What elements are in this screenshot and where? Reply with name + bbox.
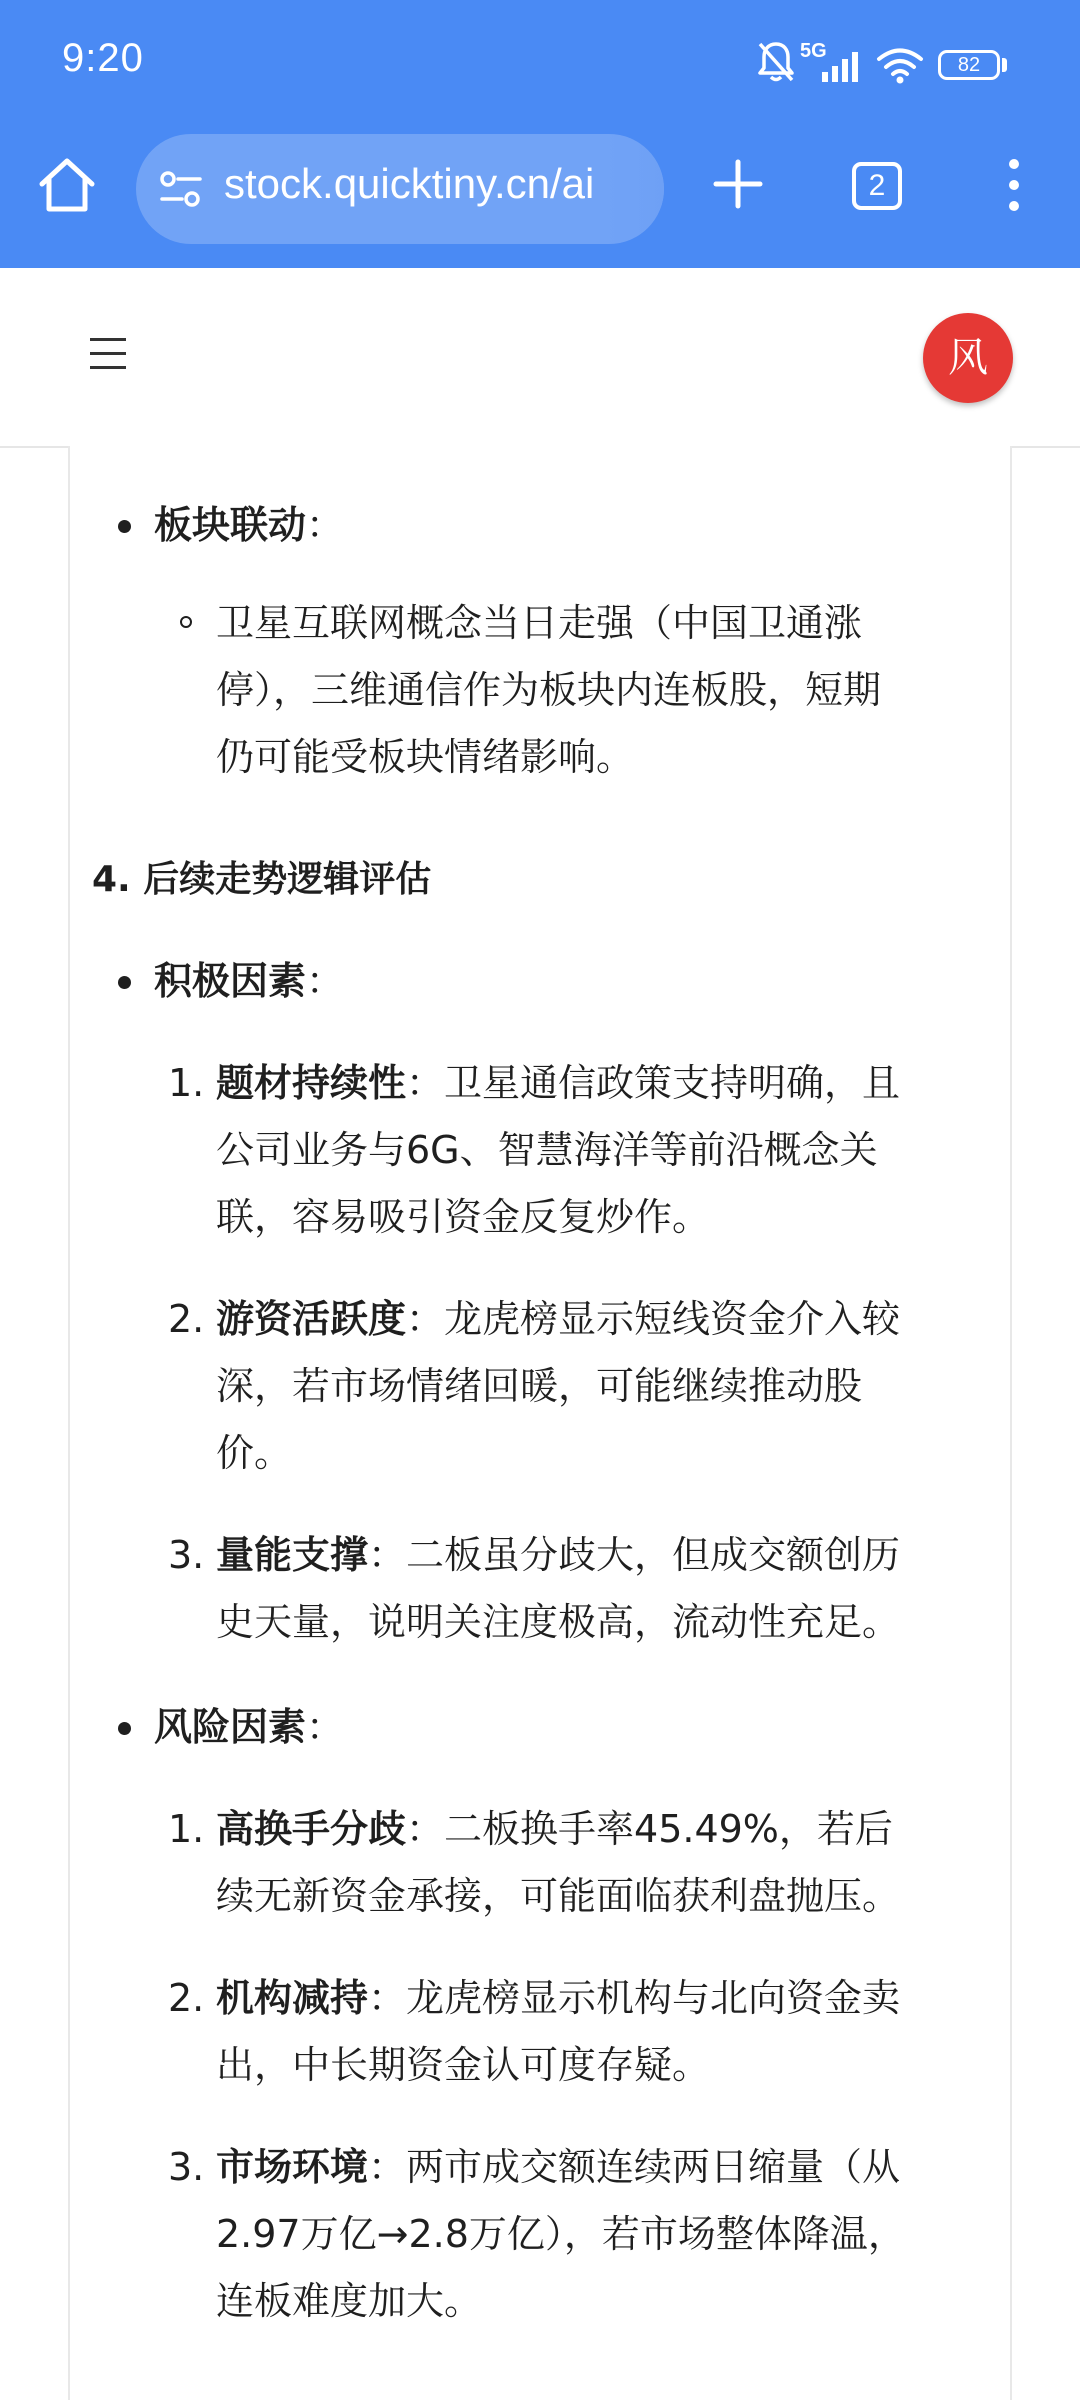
wifi-icon — [876, 46, 924, 84]
sector-colon: ： — [306, 503, 345, 547]
item-text: ：卫星通信政策支持明确，且 — [406, 1061, 901, 1105]
item-number: 1. — [168, 1807, 205, 1851]
bell-muted-icon — [756, 40, 796, 84]
item-text: 连板难度加大。 — [216, 2279, 483, 2323]
home-icon[interactable] — [34, 152, 100, 218]
item-text: ：二板换手率45.49%，若后 — [406, 1807, 893, 1851]
item-text: 2.97万亿→2.8万亿），若市场整体降温， — [216, 2212, 906, 2256]
status-time: 9:20 — [62, 36, 144, 80]
item-number: 3. — [168, 1533, 205, 1577]
item-text: 续无新资金承接，可能面临获利盘抛压。 — [216, 1874, 901, 1918]
network-type: 5G — [800, 40, 827, 62]
article-content — [68, 446, 1012, 2400]
item-title: 游资活跃度 — [216, 1297, 407, 1341]
item-title: 高换手分歧 — [216, 1807, 407, 1851]
sector-sub-line: 仍可能受板块情绪影响。 — [216, 735, 635, 779]
item-text: 出，中长期资金认可度存疑。 — [216, 2043, 711, 2087]
item-title: 题材持续性 — [216, 1061, 407, 1105]
browser-toolbar — [0, 130, 1080, 268]
battery-icon: 82 — [938, 50, 1000, 80]
risk-label: 风险因素 — [154, 1705, 307, 1749]
plus-icon[interactable] — [706, 152, 770, 216]
item-number: 1. — [168, 1061, 205, 1105]
sector-sub-line: 卫星互联网概念当日走强（中国卫通涨 — [216, 601, 863, 645]
item-text: 史天量，说明关注度极高，流动性充足。 — [216, 1600, 901, 1644]
item-number: 3. — [168, 2145, 205, 2189]
item-title: 量能支撑 — [216, 1533, 369, 1577]
item-text: 公司业务与6G、智慧海洋等前沿概念关 — [216, 1128, 878, 1172]
list-item-risk — [154, 1694, 344, 1761]
risk-colon: ： — [306, 1705, 345, 1749]
site-settings-icon[interactable] — [156, 164, 206, 214]
site-header — [0, 268, 1080, 448]
url-fade — [604, 134, 664, 244]
address-bar[interactable] — [136, 134, 664, 244]
numbered-item — [216, 1522, 900, 1589]
item-number: 2. — [168, 1976, 205, 2020]
more-vert-icon[interactable] — [996, 152, 1032, 218]
numbered-item — [216, 1965, 900, 2032]
sector-label: 板块联动 — [154, 503, 307, 547]
avatar[interactable]: 风 — [923, 313, 1013, 403]
numbered-item — [216, 1286, 900, 1353]
url-text[interactable]: stock.quicktiny.cn/ai — [224, 160, 595, 207]
positive-label: 积极因素 — [154, 959, 307, 1003]
list-item-sector — [154, 492, 344, 559]
item-title: 市场环境 — [216, 2145, 369, 2189]
item-text: 价。 — [216, 1431, 293, 1475]
item-text: 联，容易吸引资金反复炒作。 — [216, 1195, 711, 1239]
item-number: 2. — [168, 1297, 205, 1341]
tabs-icon[interactable]: 2 — [852, 162, 902, 210]
section-heading: 4. 后续走势逻辑评估 — [92, 859, 432, 900]
list-item-positive — [154, 948, 344, 1015]
battery-tip — [1002, 58, 1007, 72]
browser-chrome — [0, 0, 1080, 268]
item-text: ：二板虽分歧大，但成交额创历 — [368, 1533, 901, 1577]
hamburger-icon[interactable] — [90, 336, 130, 372]
positive-colon: ： — [306, 959, 345, 1003]
item-text: ：龙虎榜显示机构与北向资金卖 — [368, 1976, 901, 2020]
bullet-dot — [118, 520, 131, 533]
bullet-dot — [118, 976, 131, 989]
item-text: 深，若市场情绪回暖，可能继续推动股 — [216, 1364, 863, 1408]
status-bar — [0, 0, 1080, 130]
numbered-item — [216, 1050, 900, 1117]
numbered-item — [216, 2134, 900, 2201]
sector-sub-line: 停），三维通信作为板块内连板股，短期 — [216, 668, 882, 712]
item-text: ：两市成交额连续两日缩量（从 — [368, 2145, 901, 2189]
item-text: ：龙虎榜显示短线资金介入较 — [406, 1297, 901, 1341]
numbered-item — [216, 1796, 893, 1863]
sub-bullet-circle — [180, 616, 192, 628]
bullet-dot — [118, 1722, 131, 1735]
item-title: 机构减持 — [216, 1976, 369, 2020]
signal-icon — [820, 50, 866, 82]
